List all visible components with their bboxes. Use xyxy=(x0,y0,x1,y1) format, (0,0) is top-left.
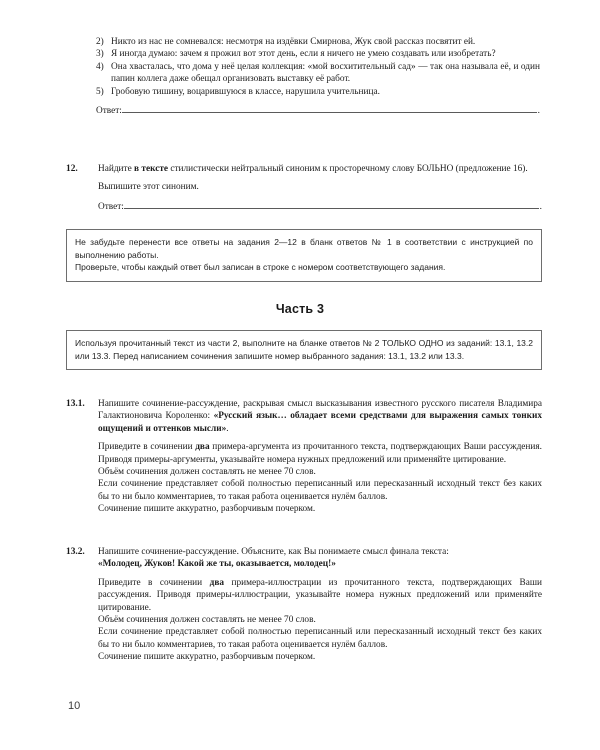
task-12-number: 12. xyxy=(66,164,78,174)
list-item-marker: 5) xyxy=(96,86,104,97)
task-12-body xyxy=(98,163,542,213)
list-item xyxy=(96,61,540,86)
answer-trailing-punct: . xyxy=(537,106,540,117)
task-13-1-number: 13.1. xyxy=(66,399,85,409)
task-13-1-body xyxy=(98,398,542,516)
list-item xyxy=(96,86,540,98)
task-13-1-p2 xyxy=(98,441,542,466)
task-13-2-p2-c: примера-иллюстрации из прочитанного текста, подтверждающих Ваши рассуждения. Приводя примеры-иллюстрации, указывайте номера нужных предложений или применяйте цитирование. xyxy=(98,577,542,613)
task-13-1-p4: Если сочинение представляет собой полностью переписанный или пересказанный исходный текст без каких бы то ни было комментариев, то такая работа оценивается нулём баллов. xyxy=(98,479,542,502)
list-item-text: Гробовую тишину, воцарившуюся в классе, нарушила учительница. xyxy=(111,86,380,97)
task-13-1-quote-end: . xyxy=(226,423,229,434)
task-12 xyxy=(66,163,542,213)
page-number: 10 xyxy=(68,700,81,712)
task-13-2-quote xyxy=(98,558,542,570)
list-item-text: Она хвасталась, что дома у неё целая коллекция: «мой восхитительный сад» — так она называла её, и один папин коллега даже обещал организовать выставку её работ. xyxy=(111,61,540,85)
task-13-2 xyxy=(66,546,542,664)
task-13-1-quote: «Русский язык… обладает всеми средствами для выражения самых тонких ощущений и оттенков мысли» xyxy=(98,411,542,434)
list-item xyxy=(96,36,540,48)
page-title: Часть 3 xyxy=(275,302,325,316)
list-item xyxy=(96,48,540,60)
task-13-2-number: 13.2. xyxy=(66,547,85,557)
notice-box-part3-instructions xyxy=(66,330,542,370)
task-13-1-p2-bold: два xyxy=(195,442,210,453)
notice-line-2: Проверьте, чтобы каждый ответ был записан в строке с номером соответствующего задания. xyxy=(75,262,446,273)
task-13-1-intro: Напишите сочинение-рассуждение, раскрывая смысл высказывания известного русского писателя Владимира Галактионовича Короленко: xyxy=(98,399,542,422)
task-13-1 xyxy=(66,398,542,516)
list-item-text: Я иногда думаю: зачем я прожил вот этот день, если я ничего не умею создавать или изобретать? xyxy=(111,49,496,60)
task-13-2-p2-a: Приведите в сочинении xyxy=(98,577,210,588)
answer-trailing-punct: . xyxy=(539,201,542,212)
task-13-1-p3: Объём сочинения должен составлять не менее 70 слов. xyxy=(98,467,316,478)
task-12-prompt-c: стилистически нейтральный синоним к просторечному слову БОЛЬНО (предложение 16). xyxy=(168,164,528,174)
notice-box-transfer-answers xyxy=(66,229,542,282)
task-13-1-prompt xyxy=(98,398,542,435)
answer-label: Ответ: xyxy=(98,201,124,212)
list-item-marker: 2) xyxy=(96,37,104,47)
task-13-1-p2-c: примера-аргумента из прочитанного текста, подтверждающих Ваши рассуждения. Приводя примеры-аргументы, указывайте номера нужных предложений или применяйте цитирование. xyxy=(98,442,542,465)
list-item-marker: 4) xyxy=(96,61,104,72)
task-13-2-quote-bold: «Молодец, Жуков! Какой же ты, оказывается, молодец!» xyxy=(98,559,336,570)
notice2-line-1: Используя прочитанный текст из части 2, выполните на бланке ответов № 2 ТОЛЬКО ОДНО из заданий: 13.1, 13.2 или 13.3. Перед написанием сочинения запишите номер выбранного задания: 13.1, 13.2 или 13.3. xyxy=(75,338,533,361)
task-12-prompt xyxy=(98,163,542,175)
task-12-instruction: Выпишите этот синоним. xyxy=(98,182,199,193)
answer-row xyxy=(98,199,542,213)
task-13-2-p3: Объём сочинения должен составлять не менее 70 слов. xyxy=(98,615,316,626)
sentence-list xyxy=(96,36,540,117)
task-13-2-body xyxy=(98,546,542,664)
answer-input-line[interactable] xyxy=(124,199,539,209)
task-13-1-p5: Сочинение пишите аккуратно, разборчивым почерком. xyxy=(98,504,316,515)
task-13-1-p2-a: Приведите в сочинении xyxy=(98,442,196,453)
task-13-2-prompt: Напишите сочинение-рассуждение. Объясните, как Вы понимаете смысл финала текста: xyxy=(98,547,449,557)
notice-line-1: Не забудьте перенести все ответы на задания 2—12 в бланк ответов № 1 в соответствии с инструкцией по выполнению работы. xyxy=(75,237,533,260)
list-item-text: Никто из нас не сомневался: несмотря на издёвки Смирнова, Жук свой рассказ посвятит ей. xyxy=(111,37,476,47)
task-13-2-p2 xyxy=(98,577,542,614)
answer-input-line[interactable] xyxy=(122,103,537,113)
task-13-2-p4: Если сочинение представляет собой полностью переписанный или пересказанный исходный текст без каких бы то ни было комментариев, то такая работа оценивается нулём баллов. xyxy=(98,627,542,650)
task-13-2-p5: Сочинение пишите аккуратно, разборчивым почерком. xyxy=(98,652,316,663)
answer-row xyxy=(96,103,540,117)
task-12-prompt-a: Найдите xyxy=(98,164,135,174)
answer-label: Ответ: xyxy=(96,106,122,117)
task-12-prompt-bold: в тексте xyxy=(134,164,169,174)
list-item-marker: 3) xyxy=(96,49,104,60)
task-13-2-p2-bold: два xyxy=(209,577,224,588)
